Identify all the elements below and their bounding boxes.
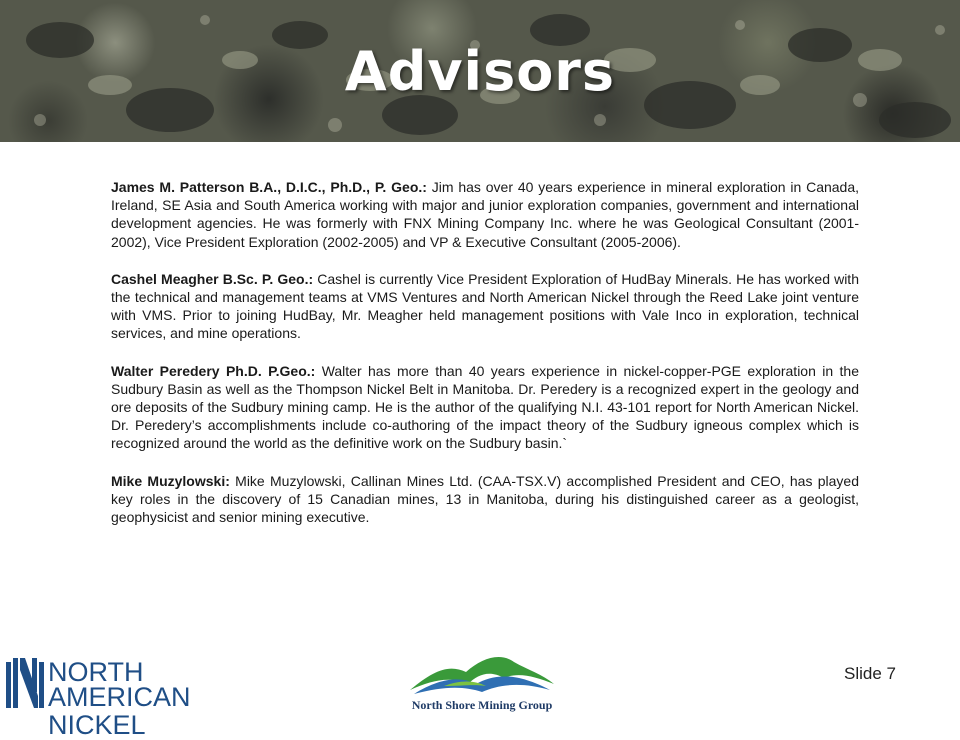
advisor-list (111, 178, 859, 545)
advisor-bio: Jim has over 40 years experience in mineral exploration in Canada, Ireland, SE Asia and South America working with major and junior exploration companies, government and international development agencies. He was formerly with FNX Mining Company Inc. where he was Geological Consultant (2001-2002), Vice President Exploration (2002-2005) and VP & Executive Consultant (2005-2006). (111, 179, 860, 250)
north-shore-mining-logo (404, 650, 560, 716)
logo-text-line1: NORTH (48, 657, 144, 687)
advisor-entry-patterson (111, 178, 859, 251)
logo-text-line2: AMERICAN NICKEL (48, 682, 191, 740)
slide-title: Advisors (344, 40, 616, 103)
advisor-entry-peredery (111, 362, 859, 453)
slide-number: Slide 7 (844, 664, 896, 683)
advisor-bio: Mike Muzylowski, Callinan Mines Ltd. (CAA-TSX.V) accomplished President and CEO, has played key roles in the discovery of 15 Canadian mines, 13 in Manitoba, during his distinguished career as a geologist, geophysicist and senior mining executive. (111, 472, 860, 526)
advisor-name: James M. Patterson B.A., D.I.C., Ph.D., P. Geo.: (111, 179, 427, 195)
advisor-name: Cashel Meagher B.Sc. P. Geo.: (111, 270, 314, 287)
north-american-nickel-logo (6, 652, 246, 740)
logo-text: North Shore Mining Group (411, 698, 553, 712)
advisor-bio: Walter has more than 40 years experience in nickel-copper-PGE exploration in the Sudbury Basin as well as the Thompson Nickel Belt in Manitoba. Dr. Peredery is a recognized expert in the geology and ore deposits of the Sudbury mining camp. He is the author of the qualifying N.I. 43-101 report for North American Nickel. Dr. Peredery’s accomplishments include co-authoring of the impact theory of the Sudbury igneous complex which is recognized around the world as the definitive work on the Sudbury basin.` (111, 362, 859, 452)
header-rock-banner (0, 0, 960, 142)
nickel-n-logo-icon (6, 656, 44, 712)
mountain-logo-icon (404, 650, 560, 698)
advisor-entry-meagher (111, 270, 859, 343)
advisor-entry-muzylowski (111, 472, 859, 527)
advisor-name: Walter Peredery Ph.D. P.Geo.: (111, 362, 316, 379)
advisor-bio: Cashel is currently Vice President Exploration of HudBay Minerals. He has worked with the technical and management teams at VMS Ventures and North American Nickel through the Reed Lake joint venture with VMS. Prior to joining HudBay, Mr. Meagher held management positions with Vale Inco in exploration, technical services, and mine operations. (111, 270, 859, 342)
advisor-name: Mike Muzylowski: (111, 472, 230, 489)
